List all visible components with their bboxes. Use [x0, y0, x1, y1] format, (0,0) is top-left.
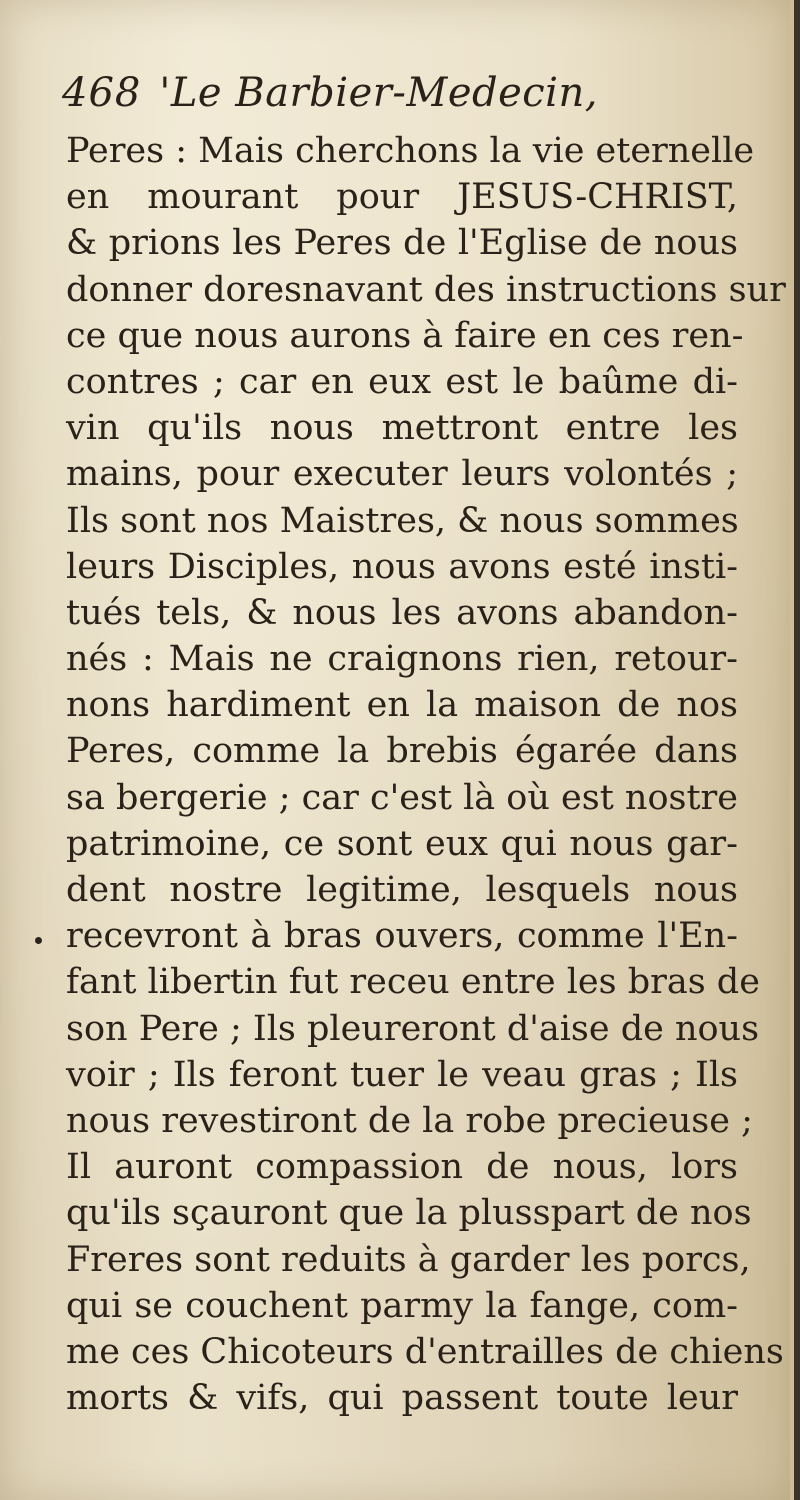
text-line: Freres sont reduits à garder les porcs,	[66, 1239, 751, 1280]
page-header	[62, 70, 742, 130]
text-line: mains, pour executer leurs volontés ;	[66, 454, 738, 495]
page-number: 468	[62, 70, 142, 116]
text-line: Peres, comme la brebis égarée dans	[66, 731, 738, 772]
text-line: Il auront compassion de nous, lors	[66, 1147, 738, 1188]
text-line: morts & vifs, qui passent toute leur	[66, 1378, 738, 1419]
text-line: voir ; Ils feront tuer le veau gras ; Ils	[66, 1054, 738, 1095]
text-line: recevront à bras ouvers, comme l'En-	[66, 916, 738, 957]
body-text	[66, 128, 786, 1421]
text-line: nous revestiront de la robe precieuse ;	[66, 1100, 753, 1141]
text-line: vin qu'ils nous mettront entre les	[66, 408, 738, 449]
text-line: & prions les Peres de l'Eglise de nous	[66, 223, 738, 264]
text-line: contres ; car en eux est le baûme di-	[66, 361, 738, 402]
text-line: fant libertin fut receu entre les bras de	[66, 962, 760, 1003]
text-line: nés : Mais ne craignons rien, retour-	[66, 639, 738, 680]
text-line: patrimoine, ce sont eux qui nous gar-	[66, 823, 738, 864]
text-line: leurs Disciples, nous avons esté insti-	[66, 546, 738, 587]
text-line: dent nostre legitime, lesquels nous	[66, 870, 738, 910]
text-line: nons hardiment en la maison de nos	[66, 685, 738, 726]
text-line: qu'ils sçauront que la plusspart de nos	[66, 1193, 752, 1234]
ink-speck	[35, 937, 42, 944]
text-line: en mourant pour JESUS-CHRIST,	[66, 177, 738, 218]
text-line: donner doresnavant des instructions sur	[66, 269, 786, 310]
text-line: son Pere ; Ils pleureront d'aise de nous	[66, 1008, 760, 1049]
running-title: 'Le Barbier-Medecin,	[159, 70, 598, 116]
text-line: Ils sont nos Maistres, & nous sommes	[66, 500, 739, 541]
text-line: sa bergerie ; car c'est là où est nostre	[66, 777, 738, 818]
text-line: Peres : Mais cherchons la vie eternelle	[66, 131, 755, 171]
text-line: me ces Chicoteurs d'entrailles de chiens	[66, 1331, 784, 1372]
text-line: qui se couchent parmy la fange, com-	[66, 1285, 738, 1326]
text-line: ce que nous aurons à faire en ces ren-	[66, 315, 744, 356]
text-line: tués tels, & nous les avons abandon-	[66, 592, 738, 633]
